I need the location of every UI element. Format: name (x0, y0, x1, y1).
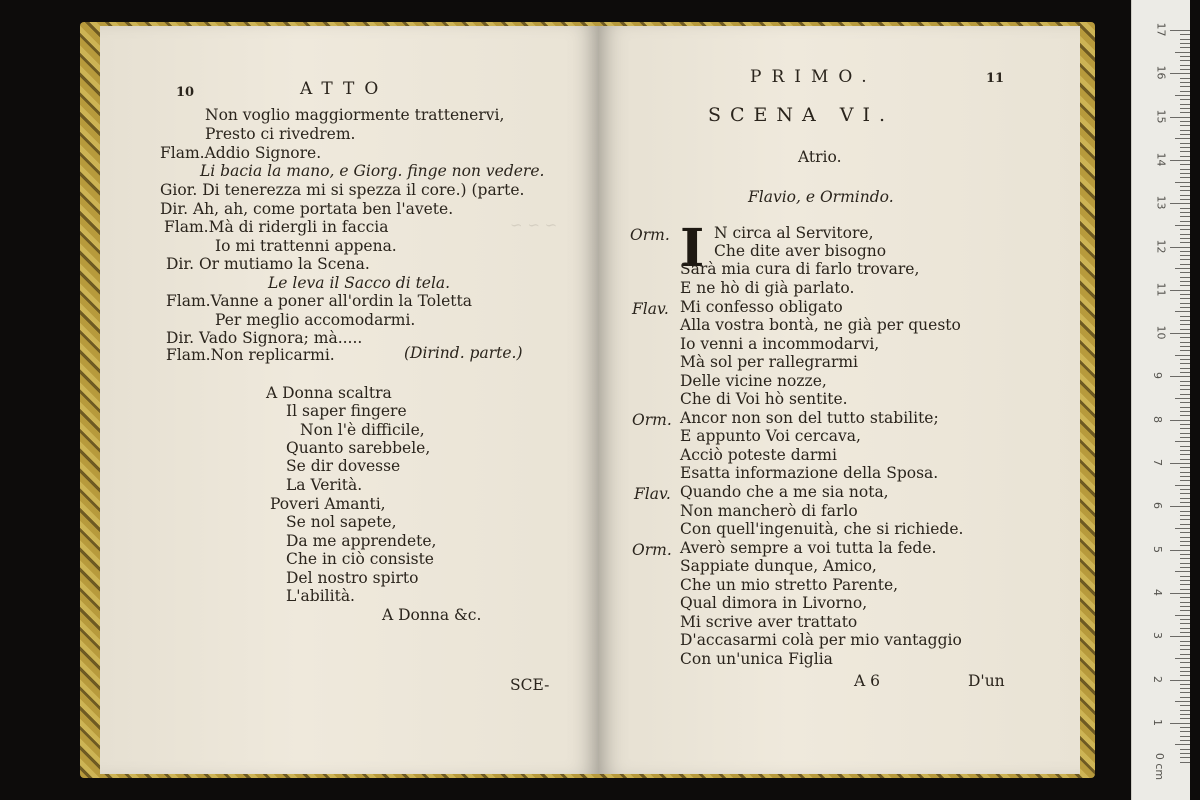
ruler-subtick (1180, 363, 1190, 364)
speaker-label: Orm. (632, 541, 672, 559)
text-line: Che di Voi hò sentite. (680, 390, 848, 408)
ruler-subtick (1180, 740, 1190, 741)
signature-mark: A 6 (854, 672, 880, 690)
ruler-subtick (1180, 641, 1190, 642)
ruler-unit-label: 0 cm (1153, 752, 1167, 781)
ruler-subtick (1180, 480, 1190, 481)
ruler-subtick (1180, 342, 1190, 343)
ruler-number: 10 (1154, 325, 1168, 340)
ruler-subtick (1180, 602, 1190, 603)
ruler-tick (1170, 333, 1190, 334)
ruler-subtick (1175, 311, 1190, 312)
ruler-number: 12 (1154, 239, 1168, 253)
ruler-subtick (1180, 294, 1190, 295)
text-line: Averò sempre a voi tutta la fede. (680, 539, 937, 557)
text-line: Io venni a incommodarvi, (680, 335, 880, 353)
ruler-subtick (1180, 324, 1190, 325)
scene-setting: Atrio. (798, 148, 842, 166)
ruler-subtick (1180, 259, 1190, 260)
ruler-subtick (1180, 554, 1190, 555)
ruler-subtick (1180, 238, 1190, 239)
text-line: Flam.Non replicarmi. (166, 346, 335, 364)
text-line: Presto ci rivedrem. (205, 125, 356, 143)
ruler-subtick (1180, 208, 1190, 209)
ruler-subtick (1180, 645, 1190, 646)
ruler-subtick (1180, 467, 1190, 468)
ruler-subtick (1180, 437, 1190, 438)
speaker-label: Flav. (632, 300, 669, 318)
ruler-subtick (1175, 268, 1190, 269)
ruler-number: 9 (1151, 372, 1164, 380)
ruler-subtick (1180, 537, 1190, 538)
scene-title: SCENA VI. (708, 104, 895, 126)
text-line: Quando che a me sia nota, (680, 483, 889, 501)
ruler-subtick (1180, 749, 1190, 750)
aria-line: Quanto sarebbele, (286, 439, 431, 457)
text-line: Flam.Addio Signore. (160, 144, 322, 162)
ruler-tick (1170, 117, 1190, 118)
ruler-subtick (1180, 710, 1190, 711)
ruler-subtick (1180, 692, 1190, 693)
ruler-subtick (1180, 91, 1190, 92)
show-through-text: ∽ ∽ ∽ (510, 216, 558, 234)
ruler-subtick (1180, 576, 1190, 577)
ruler-subtick (1180, 156, 1190, 157)
text-line: Sarà mia cura di farlo trovare, (680, 260, 920, 278)
text-line: Non voglio maggiormente trattenervi, (205, 106, 505, 124)
text-line: Qual dimora in Livorno, (680, 594, 868, 612)
catchword: SCE- (510, 676, 550, 694)
ruler-subtick (1175, 528, 1190, 529)
ruler-subtick (1180, 190, 1190, 191)
ruler-subtick (1180, 597, 1190, 598)
ruler-subtick (1180, 60, 1190, 61)
speaker-label: Flav. (634, 485, 671, 503)
ruler-number: 16 (1154, 65, 1168, 80)
ruler-subtick (1180, 86, 1190, 87)
ruler-tick (1170, 376, 1190, 377)
text-line: Ancor non son del tutto stabilite; (680, 409, 939, 427)
running-head: PRIMO. (750, 67, 877, 87)
ruler-subtick (1180, 567, 1190, 568)
ruler-subtick (1180, 632, 1190, 633)
ruler-subtick (1180, 134, 1190, 135)
ruler-subtick (1180, 151, 1190, 152)
ruler-subtick (1180, 502, 1190, 503)
ruler-subtick (1180, 56, 1190, 57)
ruler-subtick (1180, 47, 1190, 48)
aria-line: Se nol sapete, (286, 513, 397, 531)
page-number: 11 (986, 71, 1005, 86)
text-line: Delle vicine nozze, (680, 372, 827, 390)
ruler-subtick (1180, 212, 1190, 213)
speaker-label: Orm. (632, 411, 672, 429)
measurement-ruler (1131, 0, 1190, 800)
text-line: Sappiate dunque, Amico, (680, 557, 877, 575)
ruler-subtick (1175, 658, 1190, 659)
page-number: 10 (176, 85, 195, 100)
ruler-subtick (1180, 545, 1190, 546)
ruler-subtick (1180, 385, 1190, 386)
ruler-subtick (1180, 316, 1190, 317)
text-line: Per meglio accomodarmi. (215, 311, 416, 329)
aria-line: A Donna scaltra (266, 384, 392, 402)
ruler-subtick (1180, 450, 1190, 451)
ruler-subtick (1180, 104, 1190, 105)
aria-line: Non l'è difficile, (300, 421, 425, 439)
ruler-tick (1170, 290, 1190, 291)
ruler-number: 6 (1151, 502, 1164, 510)
text-line: E ne hò di già parlato. (680, 279, 855, 297)
ruler-subtick (1180, 476, 1190, 477)
ruler-subtick (1180, 359, 1190, 360)
aria-line: La Verità. (286, 476, 363, 494)
ruler-subtick (1180, 532, 1190, 533)
aria-line: A Donna &c. (382, 606, 482, 624)
ruler-subtick (1180, 195, 1190, 196)
ruler-number: 15 (1154, 109, 1168, 124)
ruler-subtick (1180, 415, 1190, 416)
ruler-tick (1170, 247, 1190, 248)
text-line: Non mancherò di farlo (680, 502, 858, 520)
scene-characters: Flavio, e Ormindo. (748, 188, 894, 206)
text-line: N circa al Servitore, (714, 224, 874, 242)
ruler-subtick (1180, 199, 1190, 200)
ruler-subtick (1180, 472, 1190, 473)
ruler-number: 5 (1151, 545, 1164, 553)
ruler-subtick (1180, 320, 1190, 321)
ruler-subtick (1180, 623, 1190, 624)
ruler-subtick (1180, 446, 1190, 447)
ruler-subtick (1180, 563, 1190, 564)
ruler-subtick (1180, 307, 1190, 308)
ruler-subtick (1180, 606, 1190, 607)
ruler-subtick (1175, 615, 1190, 616)
ruler-subtick (1175, 225, 1190, 226)
ruler-subtick (1180, 459, 1190, 460)
text-line: Esatta informazione della Sposa. (680, 464, 939, 482)
ruler-subtick (1180, 628, 1190, 629)
text-line: Che dite aver bisogno (714, 242, 887, 260)
ruler-subtick (1180, 368, 1190, 369)
ruler-subtick (1180, 714, 1190, 715)
right-page (598, 26, 1080, 774)
aria-line: Da me apprendete, (286, 532, 437, 550)
ruler-subtick (1180, 580, 1190, 581)
ruler-subtick (1180, 753, 1190, 754)
ruler-number: 3 (1151, 632, 1164, 640)
text-line: Mà sol per rallegrarmi (680, 353, 859, 371)
ruler-subtick (1180, 662, 1190, 663)
ruler-subtick (1180, 242, 1190, 243)
ruler-subtick (1180, 541, 1190, 542)
text-line: Dir. Or mutiamo la Scena. (166, 255, 370, 273)
text-line: Con un'unica Figlia (680, 650, 833, 668)
ruler-subtick (1175, 485, 1190, 486)
ruler-subtick (1175, 571, 1190, 572)
ruler-subtick (1175, 744, 1190, 745)
left-page (100, 26, 598, 774)
ruler-subtick (1180, 281, 1190, 282)
ruler-tick (1170, 506, 1190, 507)
text-line: Flam.Vanne a poner all'ordin la Toletta (166, 292, 472, 310)
ruler-subtick (1180, 519, 1190, 520)
ruler-subtick (1175, 138, 1190, 139)
ruler-subtick (1180, 164, 1190, 165)
text-line: Dir. Ah, ah, come portata ben l'avete. (160, 200, 454, 218)
ruler-subtick (1180, 515, 1190, 516)
ruler-subtick (1180, 402, 1190, 403)
ruler-subtick (1180, 610, 1190, 611)
ruler-subtick (1180, 99, 1190, 100)
ruler-subtick (1180, 424, 1190, 425)
text-line: Mi scrive aver trattato (680, 613, 858, 631)
ruler-subtick (1180, 121, 1190, 122)
ruler-subtick (1180, 43, 1190, 44)
ruler-subtick (1180, 251, 1190, 252)
ruler-subtick (1180, 173, 1190, 174)
ruler-subtick (1180, 667, 1190, 668)
aria-line: L'abilità. (286, 587, 355, 605)
ruler-subtick (1180, 143, 1190, 144)
text-line: D'accasarmi colà per mio vantaggio (680, 631, 962, 649)
ruler-number: 11 (1154, 282, 1168, 297)
ruler-subtick (1180, 493, 1190, 494)
ruler-subtick (1180, 69, 1190, 70)
text-line: Che un mio stretto Parente, (680, 576, 899, 594)
ruler-subtick (1180, 216, 1190, 217)
ruler-tick (1170, 160, 1190, 161)
ruler-tick (1170, 463, 1190, 464)
ruler-subtick (1180, 372, 1190, 373)
ruler-subtick (1180, 65, 1190, 66)
ruler-tick (1170, 680, 1190, 681)
ruler-tick (1170, 550, 1190, 551)
ruler-subtick (1175, 182, 1190, 183)
ruler-subtick (1180, 125, 1190, 126)
ruler-subtick (1180, 736, 1190, 737)
text-line: Dir. Vado Signora; mà..... (166, 329, 363, 347)
ruler-tick (1170, 30, 1190, 31)
ruler-subtick (1180, 130, 1190, 131)
ruler-subtick (1180, 619, 1190, 620)
ruler-subtick (1180, 511, 1190, 512)
ruler-subtick (1175, 398, 1190, 399)
ruler-subtick (1175, 52, 1190, 53)
aria-line: Il saper fingere (286, 402, 407, 420)
ruler-subtick (1180, 697, 1190, 698)
ruler-subtick (1180, 234, 1190, 235)
ruler-subtick (1180, 277, 1190, 278)
ruler-subtick (1180, 229, 1190, 230)
ruler-subtick (1180, 688, 1190, 689)
ruler-subtick (1180, 34, 1190, 35)
aria-line: Che in ciò consiste (286, 550, 434, 568)
ruler-number: 8 (1151, 415, 1164, 423)
ruler-subtick (1180, 524, 1190, 525)
ruler-subtick (1180, 411, 1190, 412)
ruler-subtick (1180, 394, 1190, 395)
ruler-subtick (1180, 705, 1190, 706)
ruler-number: 13 (1154, 195, 1168, 210)
ruler-subtick (1180, 298, 1190, 299)
ruler-number: 14 (1154, 152, 1168, 167)
ruler-subtick (1180, 589, 1190, 590)
ruler-subtick (1175, 355, 1190, 356)
ruler-subtick (1180, 177, 1190, 178)
ruler-subtick (1180, 654, 1190, 655)
ruler-subtick (1180, 39, 1190, 40)
ruler-subtick (1180, 147, 1190, 148)
ruler-subtick (1180, 285, 1190, 286)
text-line: Gior. Di tenerezza mi si spezza il core.) (parte. (160, 181, 525, 199)
ruler-subtick (1180, 684, 1190, 685)
ruler-subtick (1175, 701, 1190, 702)
ruler-number: 4 (1151, 588, 1164, 596)
text-line: Flam.Mà di ridergli in faccia (164, 218, 389, 236)
ruler-subtick (1175, 95, 1190, 96)
ruler-tick (1170, 420, 1190, 421)
speaker-label: Orm. (630, 226, 670, 244)
text-line: Acciò poteste darmi (680, 446, 837, 464)
aria-line: Poveri Amanti, (270, 495, 386, 513)
ruler-subtick (1180, 671, 1190, 672)
aria-line: Se dir dovesse (286, 457, 401, 475)
ruler-subtick (1180, 108, 1190, 109)
ruler-subtick (1180, 78, 1190, 79)
ruler-number: 17 (1154, 22, 1168, 37)
ruler-subtick (1180, 584, 1190, 585)
ruler-subtick (1180, 112, 1190, 113)
ruler-tick (1170, 636, 1190, 637)
ruler-subtick (1180, 428, 1190, 429)
ruler-number: 2 (1151, 675, 1164, 683)
stage-direction: Li bacia la mano, e Giorg. finge non vedere. (200, 162, 545, 180)
text-line: Io mi trattenni appena. (215, 237, 397, 255)
ruler-subtick (1180, 498, 1190, 499)
text-line: Con quell'ingenuità, che si richiede. (680, 520, 964, 538)
ruler-number: 7 (1151, 459, 1164, 466)
ruler-subtick (1180, 337, 1190, 338)
ruler-tick (1170, 593, 1190, 594)
ruler-tick (1170, 723, 1190, 724)
text-line: Alla vostra bontà, ne già per questo (680, 316, 961, 334)
ruler-subtick (1180, 303, 1190, 304)
ruler-subtick (1180, 389, 1190, 390)
running-head: ATTO (300, 79, 389, 99)
text-line: E appunto Voi cercava, (680, 427, 861, 445)
ruler-subtick (1180, 329, 1190, 330)
ruler-tick (1170, 203, 1190, 204)
ruler-subtick (1180, 718, 1190, 719)
stage-direction: Le leva il Sacco di tela. (268, 274, 451, 292)
drop-cap: I (680, 218, 705, 279)
ruler-subtick (1180, 272, 1190, 273)
aria-line: Del nostro spirto (286, 569, 419, 587)
ruler-subtick (1180, 350, 1190, 351)
ruler-tick (1170, 73, 1190, 74)
ruler-number: 1 (1151, 718, 1164, 726)
ruler-subtick (1180, 169, 1190, 170)
ruler-subtick (1180, 346, 1190, 347)
ruler-subtick (1180, 407, 1190, 408)
text-line: Mi confesso obligato (680, 298, 843, 316)
ruler-subtick (1180, 489, 1190, 490)
ruler-subtick (1180, 221, 1190, 222)
ruler-subtick (1180, 757, 1190, 758)
ruler-subtick (1180, 762, 1190, 763)
ruler-subtick (1180, 675, 1190, 676)
ruler-subtick (1180, 731, 1190, 732)
ruler-subtick (1180, 264, 1190, 265)
ruler-subtick (1175, 441, 1190, 442)
ruler-subtick (1180, 454, 1190, 455)
ruler-subtick (1180, 381, 1190, 382)
ruler-subtick (1180, 82, 1190, 83)
ruler-subtick (1180, 433, 1190, 434)
stage-direction: (Dirind. parte.) (404, 344, 523, 362)
ruler-subtick (1180, 255, 1190, 256)
ruler-subtick (1180, 558, 1190, 559)
catchword: D'un (968, 672, 1005, 690)
ruler-subtick (1180, 727, 1190, 728)
ruler-subtick (1180, 186, 1190, 187)
ruler-subtick (1180, 649, 1190, 650)
